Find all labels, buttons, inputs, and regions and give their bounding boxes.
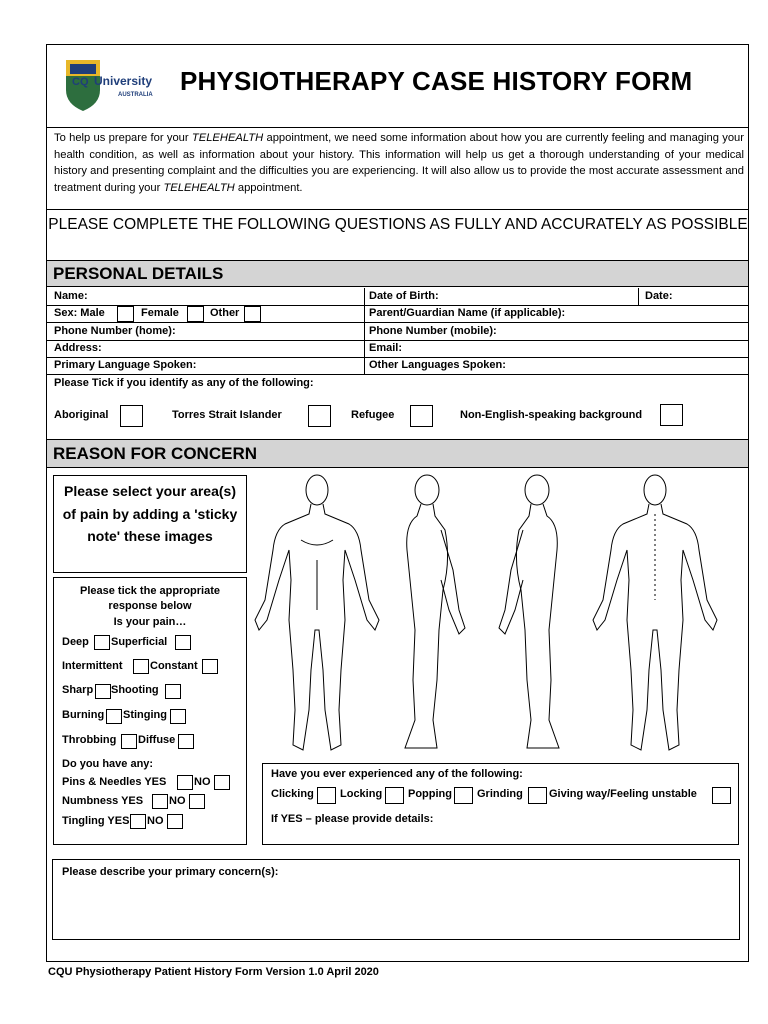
tingling-yes-checkbox[interactable] <box>130 814 146 829</box>
sex-female-label: Female <box>141 307 179 319</box>
aboriginal-label: Aboriginal <box>54 409 109 421</box>
stinging-label: Stinging <box>123 709 167 721</box>
tingling-no-label: NO <box>147 815 164 827</box>
row-line <box>47 340 748 341</box>
divider <box>47 127 748 128</box>
diffuse-checkbox[interactable] <box>178 734 194 749</box>
back-body-figure <box>593 475 717 750</box>
do-you-have-label: Do you have any: <box>62 758 154 770</box>
male-checkbox[interactable] <box>117 306 134 322</box>
throbbing-checkbox[interactable] <box>121 734 137 749</box>
name-field-label[interactable]: Name: <box>54 290 88 302</box>
intermittent-label: Intermittent <box>62 660 123 672</box>
svg-text:University: University <box>94 74 153 88</box>
giving-way-checkbox[interactable] <box>712 787 731 804</box>
col-line <box>364 288 365 374</box>
giving-way-label: Giving way/Feeling unstable <box>549 788 697 800</box>
numbness-no-checkbox[interactable] <box>189 794 205 809</box>
email-label[interactable]: Email: <box>369 342 403 354</box>
numbness-label: Numbness YES <box>62 795 144 807</box>
personal-details-heading: PERSONAL DETAILS <box>47 260 748 287</box>
locking-checkbox[interactable] <box>385 787 404 804</box>
footer-version: CQU Physiotherapy Patient History Form Version 1.0 April 2020 <box>48 966 379 978</box>
tick-instruction: Please tick the appropriate response below <box>80 585 220 612</box>
sharp-label: Sharp <box>62 684 94 696</box>
numbness-yes-checkbox[interactable] <box>152 794 168 809</box>
locking-label: Locking <box>340 788 383 800</box>
body-chart-images[interactable] <box>245 470 735 760</box>
col-line <box>638 288 639 305</box>
svg-text:CQ: CQ <box>72 76 89 88</box>
identify-prompt: Please Tick if you identify as any of the following: <box>54 377 314 389</box>
numbness-no-label: NO <box>169 795 186 807</box>
superficial-label: Superficial <box>111 636 168 648</box>
cqu-logo <box>62 56 160 112</box>
divider <box>47 209 748 210</box>
instruction-text: PLEASE COMPLETE THE FOLLOWING QUESTIONS AS FULLY AND ACCURATELY AS POSSIBLE <box>48 216 748 233</box>
sharp-checkbox[interactable] <box>95 684 111 699</box>
primary-language-label[interactable]: Primary Language Spoken: <box>54 359 197 371</box>
tingling-label: Tingling YES <box>62 815 130 827</box>
front-body-figure <box>255 475 379 750</box>
stinging-checkbox[interactable] <box>170 709 186 724</box>
popping-checkbox[interactable] <box>454 787 473 804</box>
sex-other-label: Other <box>210 307 240 319</box>
row-line <box>47 305 748 306</box>
popping-label: Popping <box>408 788 452 800</box>
phone-mobile-label[interactable]: Phone Number (mobile): <box>369 325 497 337</box>
constant-checkbox[interactable] <box>202 659 218 674</box>
primary-concern-label: Please describe your primary concern(s): <box>62 866 279 878</box>
aboriginal-checkbox[interactable] <box>120 405 143 427</box>
burning-checkbox[interactable] <box>106 709 122 724</box>
grinding-checkbox[interactable] <box>528 787 547 804</box>
female-checkbox[interactable] <box>187 306 204 322</box>
shooting-checkbox[interactable] <box>165 684 181 699</box>
refugee-checkbox[interactable] <box>410 405 433 427</box>
sticky-note-instruction: Please select your area(s) of pain by adding a 'sticky note' these images <box>62 483 238 544</box>
deep-label: Deep <box>62 636 89 648</box>
torres-label: Torres Strait Islander <box>172 409 282 421</box>
reason-concern-heading: REASON FOR CONCERN <box>47 439 748 468</box>
dob-field-label[interactable]: Date of Birth: <box>369 290 439 302</box>
clicking-label: Clicking <box>271 788 314 800</box>
refugee-label: Refugee <box>351 409 395 421</box>
row-line <box>47 374 748 375</box>
intermittent-checkbox[interactable] <box>133 659 149 674</box>
torres-checkbox[interactable] <box>308 405 331 427</box>
clicking-checkbox[interactable] <box>317 787 336 804</box>
grinding-label: Grinding <box>477 788 523 800</box>
nesb-label: Non-English-speaking background <box>460 409 643 421</box>
side-body-figure-right <box>499 475 559 748</box>
other-checkbox[interactable] <box>244 306 261 322</box>
experienced-prompt: Have you ever experienced any of the following: <box>271 768 523 780</box>
row-line <box>47 357 748 358</box>
if-yes-details[interactable]: If YES – please provide details: <box>271 813 434 825</box>
shooting-label: Shooting <box>111 684 159 696</box>
sex-male-label: Sex: Male <box>54 307 105 319</box>
throbbing-label: Throbbing <box>62 734 117 746</box>
deep-checkbox[interactable] <box>94 635 110 650</box>
tingling-no-checkbox[interactable] <box>167 814 183 829</box>
date-field-label[interactable]: Date: <box>645 290 673 302</box>
side-body-figure-left <box>405 475 465 748</box>
page-title: PHYSIOTHERAPY CASE HISTORY FORM <box>180 66 693 96</box>
pins-no-checkbox[interactable] <box>214 775 230 790</box>
guardian-field-label[interactable]: Parent/Guardian Name (if applicable): <box>369 307 566 319</box>
constant-label: Constant <box>150 660 198 672</box>
address-label[interactable]: Address: <box>54 342 102 354</box>
nesb-checkbox[interactable] <box>660 404 683 426</box>
pins-needles-label: Pins & Needles YES <box>62 776 167 788</box>
pins-yes-checkbox[interactable] <box>177 775 193 790</box>
diffuse-label: Diffuse <box>138 734 176 746</box>
phone-home-label[interactable]: Phone Number (home): <box>54 325 176 337</box>
pins-no-label: NO <box>194 776 211 788</box>
burning-label: Burning <box>62 709 105 721</box>
is-your-pain: Is your pain… <box>113 616 187 628</box>
svg-text:AUSTRALIA: AUSTRALIA <box>118 92 153 98</box>
superficial-checkbox[interactable] <box>175 635 191 650</box>
intro-paragraph: To help us prepare for your TELEHEALTH appointment, we need some information about how you are currently feeling and managing your health condition, as well as information about your history. This information will help us get a thorough understanding of your medical history and presenting complaint and the difficulties you are experiencing. It will also allow us to provide the most accurate assessment and treatment during your TELEHEALTH appointment. <box>54 132 744 194</box>
row-line <box>47 322 748 323</box>
other-languages-label[interactable]: Other Languages Spoken: <box>369 359 506 371</box>
